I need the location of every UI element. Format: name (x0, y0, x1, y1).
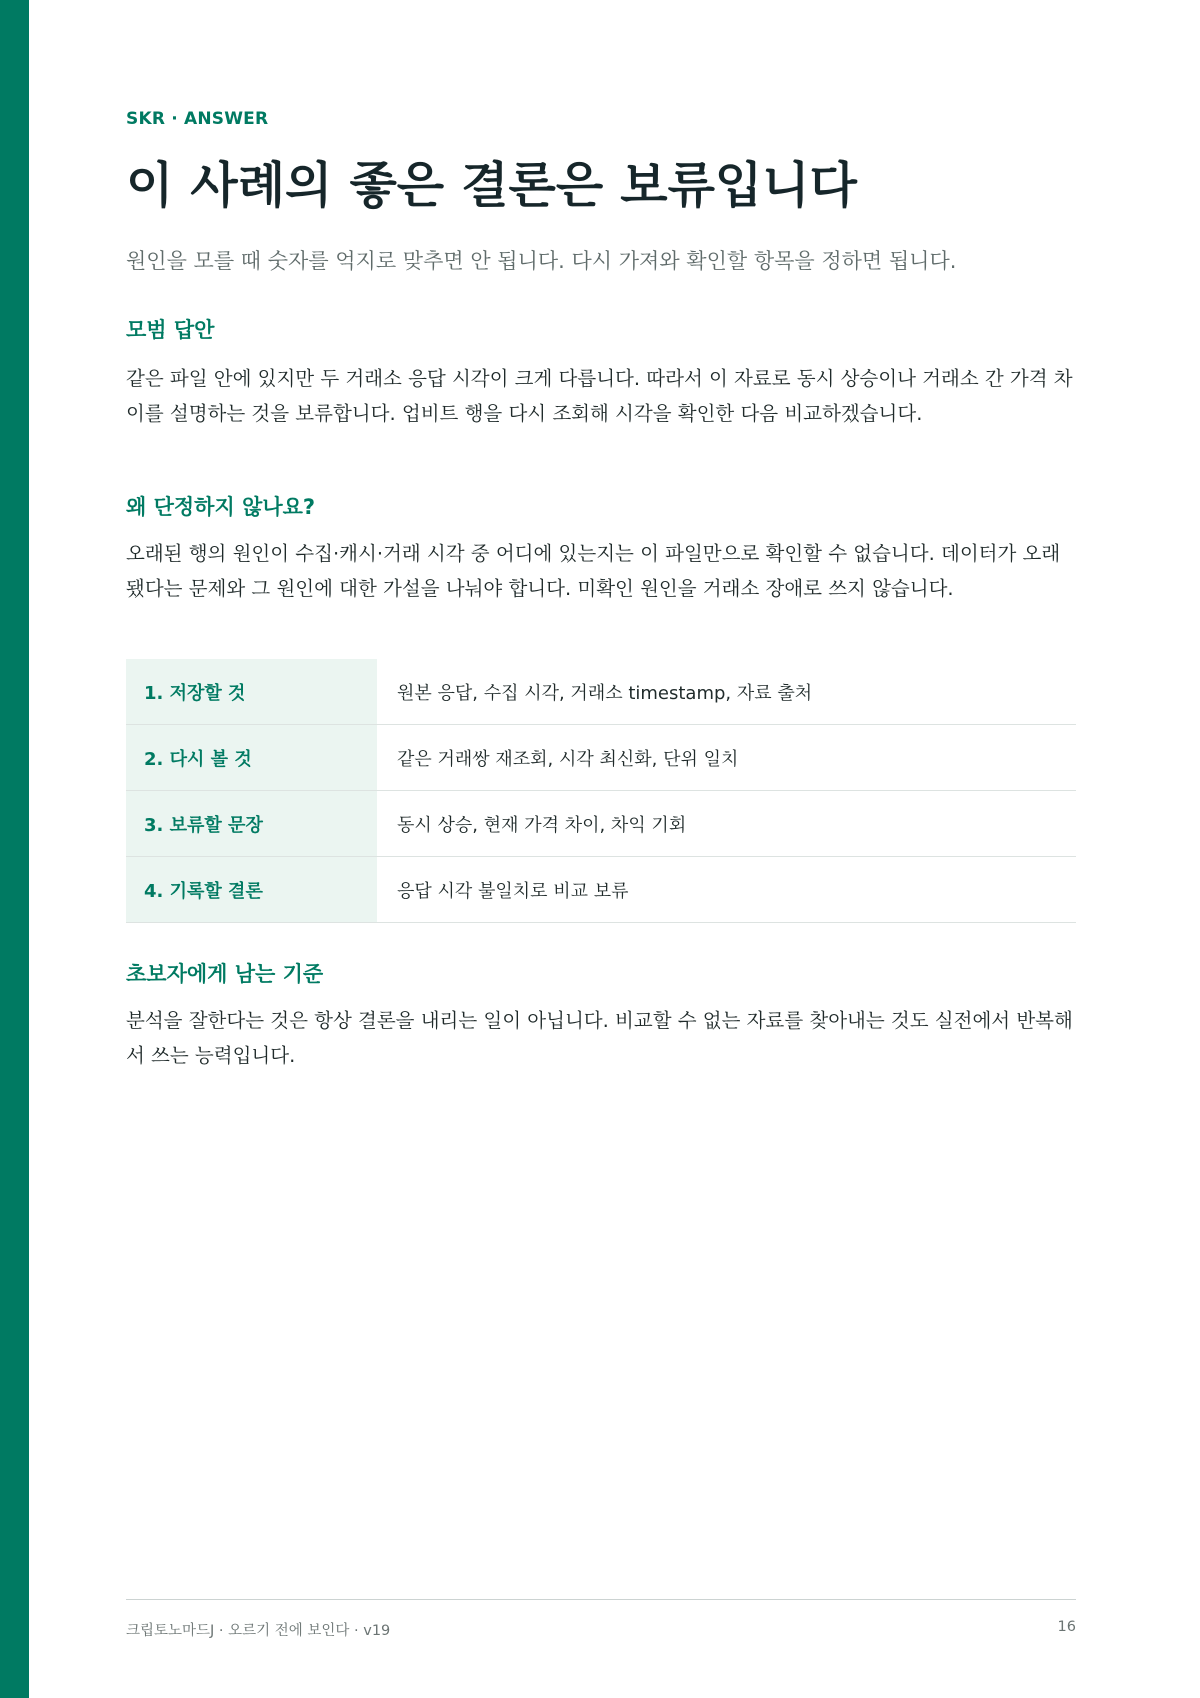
footer-divider (126, 1599, 1076, 1600)
checklist-label: 3. 보류할 문장 (126, 791, 377, 857)
eyebrow-label: SKR · ANSWER (126, 109, 269, 129)
checklist-value: 응답 시각 불일치로 비교 보류 (377, 857, 1076, 923)
lead-text: 원인을 모를 때 숫자를 억지로 맞추면 안 됩니다. 다시 가져와 확인할 항목을 정하면 됩니다. (126, 249, 957, 273)
checklist-value: 동시 상승, 현재 가격 차이, 차익 기회 (377, 791, 1076, 857)
section-body-why-not-conclude: 오래된 행의 원인이 수집·캐시·거래 시각 중 어디에 있는지는 이 파일만으로 확인할 수 없습니다. 데이터가 오래됐다는 문제와 그 원인에 대한 가설을 나눠야 합니다. 미확인 원인을 거래소 장애로 쓰지 않습니다. (126, 542, 1061, 600)
checklist-label: 1. 저장할 것 (126, 659, 377, 725)
footer-credit: 크립토노마드J · 오르기 전에 보인다 · v19 (126, 1623, 391, 1639)
checklist-label: 4. 기록할 결론 (126, 857, 377, 923)
section-body-beginner-standard: 분석을 잘한다는 것은 항상 결론을 내리는 일이 아닙니다. 비교할 수 없는 자료를 찾아내는 것도 실전에서 반복해서 쓰는 능력입니다. (126, 1009, 1073, 1067)
table-row (126, 857, 1076, 923)
table-row (126, 725, 1076, 791)
section-heading-why-not-conclude: 왜 단정하지 않나요? (126, 495, 316, 519)
side-accent-bar (0, 0, 29, 1698)
checklist-table (126, 659, 1076, 923)
table-row (126, 791, 1076, 857)
page-number: 16 (1057, 1619, 1076, 1635)
section-heading-model-answer: 모범 답안 (126, 318, 215, 342)
table-row (126, 659, 1076, 725)
checklist-value: 같은 거래쌍 재조회, 시각 최신화, 단위 일치 (377, 725, 1076, 791)
checklist-label: 2. 다시 볼 것 (126, 725, 377, 791)
section-body-model-answer: 같은 파일 안에 있지만 두 거래소 응답 시각이 크게 다릅니다. 따라서 이 자료로 동시 상승이나 거래소 간 가격 차이를 설명하는 것을 보류합니다. 업비트 행을 다시 조회해 시각을 확인한 다음 비교하겠습니다. (126, 367, 1073, 425)
page-title: 이 사례의 좋은 결론은 보류입니다 (126, 157, 857, 214)
section-heading-beginner-standard: 초보자에게 남는 기준 (126, 962, 324, 986)
checklist-value: 원본 응답, 수집 시각, 거래소 timestamp, 자료 출처 (377, 659, 1076, 725)
